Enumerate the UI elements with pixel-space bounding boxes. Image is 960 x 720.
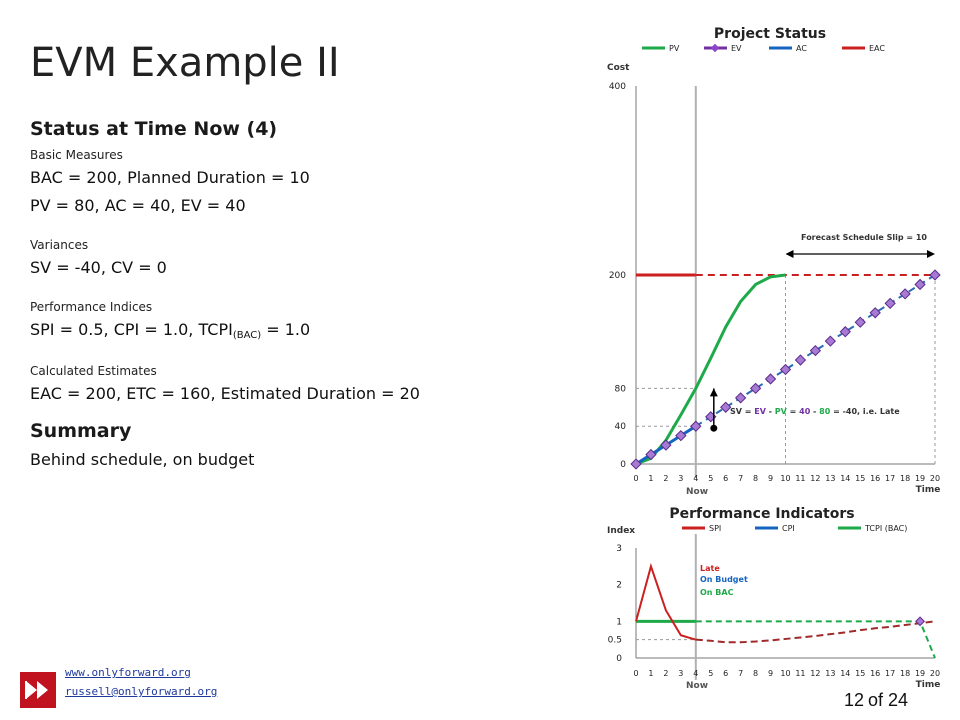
sv-40: 40 xyxy=(799,407,811,416)
chart1-x-tick: 3 xyxy=(678,474,684,483)
chart2-xlabel: Time xyxy=(915,680,941,690)
ev-point xyxy=(810,346,820,356)
chart2-legend-label: TCPI (BAC) xyxy=(865,524,908,533)
basic-measures-line-2: PV = 80, AC = 40, EV = 40 xyxy=(30,196,246,215)
sv-80: 80 xyxy=(819,407,831,416)
pv-line xyxy=(636,275,786,464)
ev-point xyxy=(840,327,850,337)
chart2-x-tick: 3 xyxy=(678,669,684,678)
chart1-x-tick: 7 xyxy=(738,474,744,483)
tcpi-value: = 1.0 xyxy=(261,320,311,339)
on-bac-label: On BAC xyxy=(700,588,734,597)
spi-cpi-text: SPI = 0.5, CPI = 1.0, TCPI xyxy=(30,320,233,339)
chart2-x-tick: 10 xyxy=(780,669,791,678)
chart2-x-tick: 14 xyxy=(840,669,851,678)
chart1-legend-label: AC xyxy=(796,44,807,53)
basic-measures-line-1: BAC = 200, Planned Duration = 10 xyxy=(30,168,310,187)
chart1-legend-label: PV xyxy=(669,44,680,53)
chart2-x-tick: 8 xyxy=(753,669,759,678)
chart2-x-tick: 19 xyxy=(914,669,926,678)
chart2-y-tick: 1 xyxy=(616,617,622,628)
ev-point xyxy=(751,383,761,393)
ev-point xyxy=(870,308,880,318)
ev-point xyxy=(766,374,776,384)
chart1-x-tick: 11 xyxy=(795,474,806,483)
email-link[interactable]: russell@onlyforward.org xyxy=(65,685,218,698)
chart1-x-tick: 9 xyxy=(768,474,774,483)
chart1-x-tick: 17 xyxy=(885,474,896,483)
chart1-x-tick: 15 xyxy=(855,474,866,483)
chart2-now-label: Now xyxy=(685,681,709,691)
chart2-y-tick: 0.5 xyxy=(607,635,622,646)
chart2-x-tick: 17 xyxy=(885,669,896,678)
chart1-x-tick: 2 xyxy=(663,474,669,483)
variances-label: Variances xyxy=(30,238,89,252)
ev-point xyxy=(825,336,835,346)
sv-annotation: SV = EV - PV = 40 - 80 = -40, i.e. Late xyxy=(730,407,900,416)
page-current: 12 xyxy=(844,690,865,710)
slip-arrow-head-left xyxy=(786,250,794,258)
chart1-legend-ev-marker xyxy=(711,44,719,52)
sv-arrow-dot xyxy=(710,425,717,432)
chart2-x-tick: 9 xyxy=(768,669,774,678)
on-budget-label: On Budget xyxy=(700,575,748,584)
tcpi-subscript: (BAC) xyxy=(232,330,262,341)
chart1-x-tick: 4 xyxy=(693,474,699,483)
chart1-x-tick: 13 xyxy=(825,474,836,483)
sv-pv: PV xyxy=(774,407,787,416)
slide-title: EVM Example II xyxy=(30,40,340,86)
ev-point xyxy=(736,393,746,403)
chart1-y-tick: 80 xyxy=(614,384,626,395)
page-total: of 24 xyxy=(868,690,909,710)
chart2-y-tick: 2 xyxy=(616,580,622,591)
sv-arrow-head xyxy=(710,388,718,396)
chart2-x-tick: 16 xyxy=(870,669,881,678)
status-heading: Status at Time Now (4) xyxy=(30,118,278,140)
ev-point xyxy=(915,280,925,290)
chart2-x-tick: 5 xyxy=(708,669,714,678)
chart1-x-tick: 5 xyxy=(708,474,714,483)
chart1-x-tick: 1 xyxy=(648,474,654,483)
chart1-ylabel: Cost xyxy=(607,63,630,73)
ev-point xyxy=(930,270,940,280)
chart2-ylabel: Index xyxy=(607,526,636,536)
chart2-x-tick: 18 xyxy=(900,669,911,678)
chart1-x-tick: 14 xyxy=(840,474,851,483)
chart2-y-tick: 3 xyxy=(616,544,622,554)
ev-point xyxy=(796,355,806,365)
slip-arrow-head-right xyxy=(927,250,935,258)
chart2-x-tick: 6 xyxy=(723,669,729,678)
chart1-legend-label: EAC xyxy=(869,44,885,53)
chart1-y-tick: 400 xyxy=(608,82,626,92)
chart1-x-tick: 6 xyxy=(723,474,729,483)
chart2-x-tick: 7 xyxy=(738,669,744,678)
chart1-y-tick: 40 xyxy=(614,422,626,433)
ev-point xyxy=(885,298,895,308)
chart2-x-tick: 12 xyxy=(810,669,821,678)
ev-point xyxy=(781,365,791,375)
chart1-x-tick: 20 xyxy=(929,474,941,483)
estimates-line: EAC = 200, ETC = 160, Estimated Duration = 20 xyxy=(30,384,420,403)
chart1-x-tick: 19 xyxy=(914,474,926,483)
chart1-legend-label: EV xyxy=(731,44,742,53)
ev-point xyxy=(900,289,910,299)
chart1-xlabel: Time xyxy=(915,485,941,495)
chart2-title: Performance Indicators xyxy=(669,506,855,522)
late-label: Late xyxy=(700,564,720,573)
chart2-x-tick: 11 xyxy=(795,669,806,678)
chart1-x-tick: 8 xyxy=(753,474,759,483)
chart2-legend-label: CPI xyxy=(782,524,795,533)
chart2-x-tick: 0 xyxy=(633,669,639,678)
indices-label: Performance Indices xyxy=(30,300,153,314)
chart1-x-tick: 18 xyxy=(900,474,911,483)
chart2-x-tick: 20 xyxy=(929,669,941,678)
ev-point xyxy=(855,317,865,327)
sv-ev: EV xyxy=(754,407,766,416)
chart1-title: Project Status xyxy=(713,26,827,42)
chart2-x-tick: 15 xyxy=(855,669,866,678)
variances-line: SV = -40, CV = 0 xyxy=(30,258,167,277)
chart1-y-tick: 200 xyxy=(608,271,626,281)
summary-heading: Summary xyxy=(30,420,132,442)
basic-measures-label: Basic Measures xyxy=(30,148,123,162)
estimates-label: Calculated Estimates xyxy=(30,364,157,378)
chart2-x-tick: 2 xyxy=(663,669,669,678)
chart2-legend-label: SPI xyxy=(709,524,722,533)
chart1-now-label: Now xyxy=(685,487,709,497)
chart1-y-tick: 0 xyxy=(620,460,626,470)
summary-line: Behind schedule, on budget xyxy=(30,450,255,469)
chart2-x-tick: 13 xyxy=(825,669,836,678)
chart1-x-tick: 16 xyxy=(870,474,881,483)
chart1-x-tick: 0 xyxy=(633,474,639,483)
chart2-x-tick: 1 xyxy=(648,669,654,678)
slip-label: Forecast Schedule Slip = 10 xyxy=(801,233,927,242)
chart2-y-tick: 0 xyxy=(616,654,622,664)
website-link[interactable]: www.onlyforward.org xyxy=(65,666,191,679)
chart1-x-tick: 12 xyxy=(810,474,821,483)
chart2-x-tick: 4 xyxy=(693,669,699,678)
chart1-x-tick: 10 xyxy=(780,474,791,483)
